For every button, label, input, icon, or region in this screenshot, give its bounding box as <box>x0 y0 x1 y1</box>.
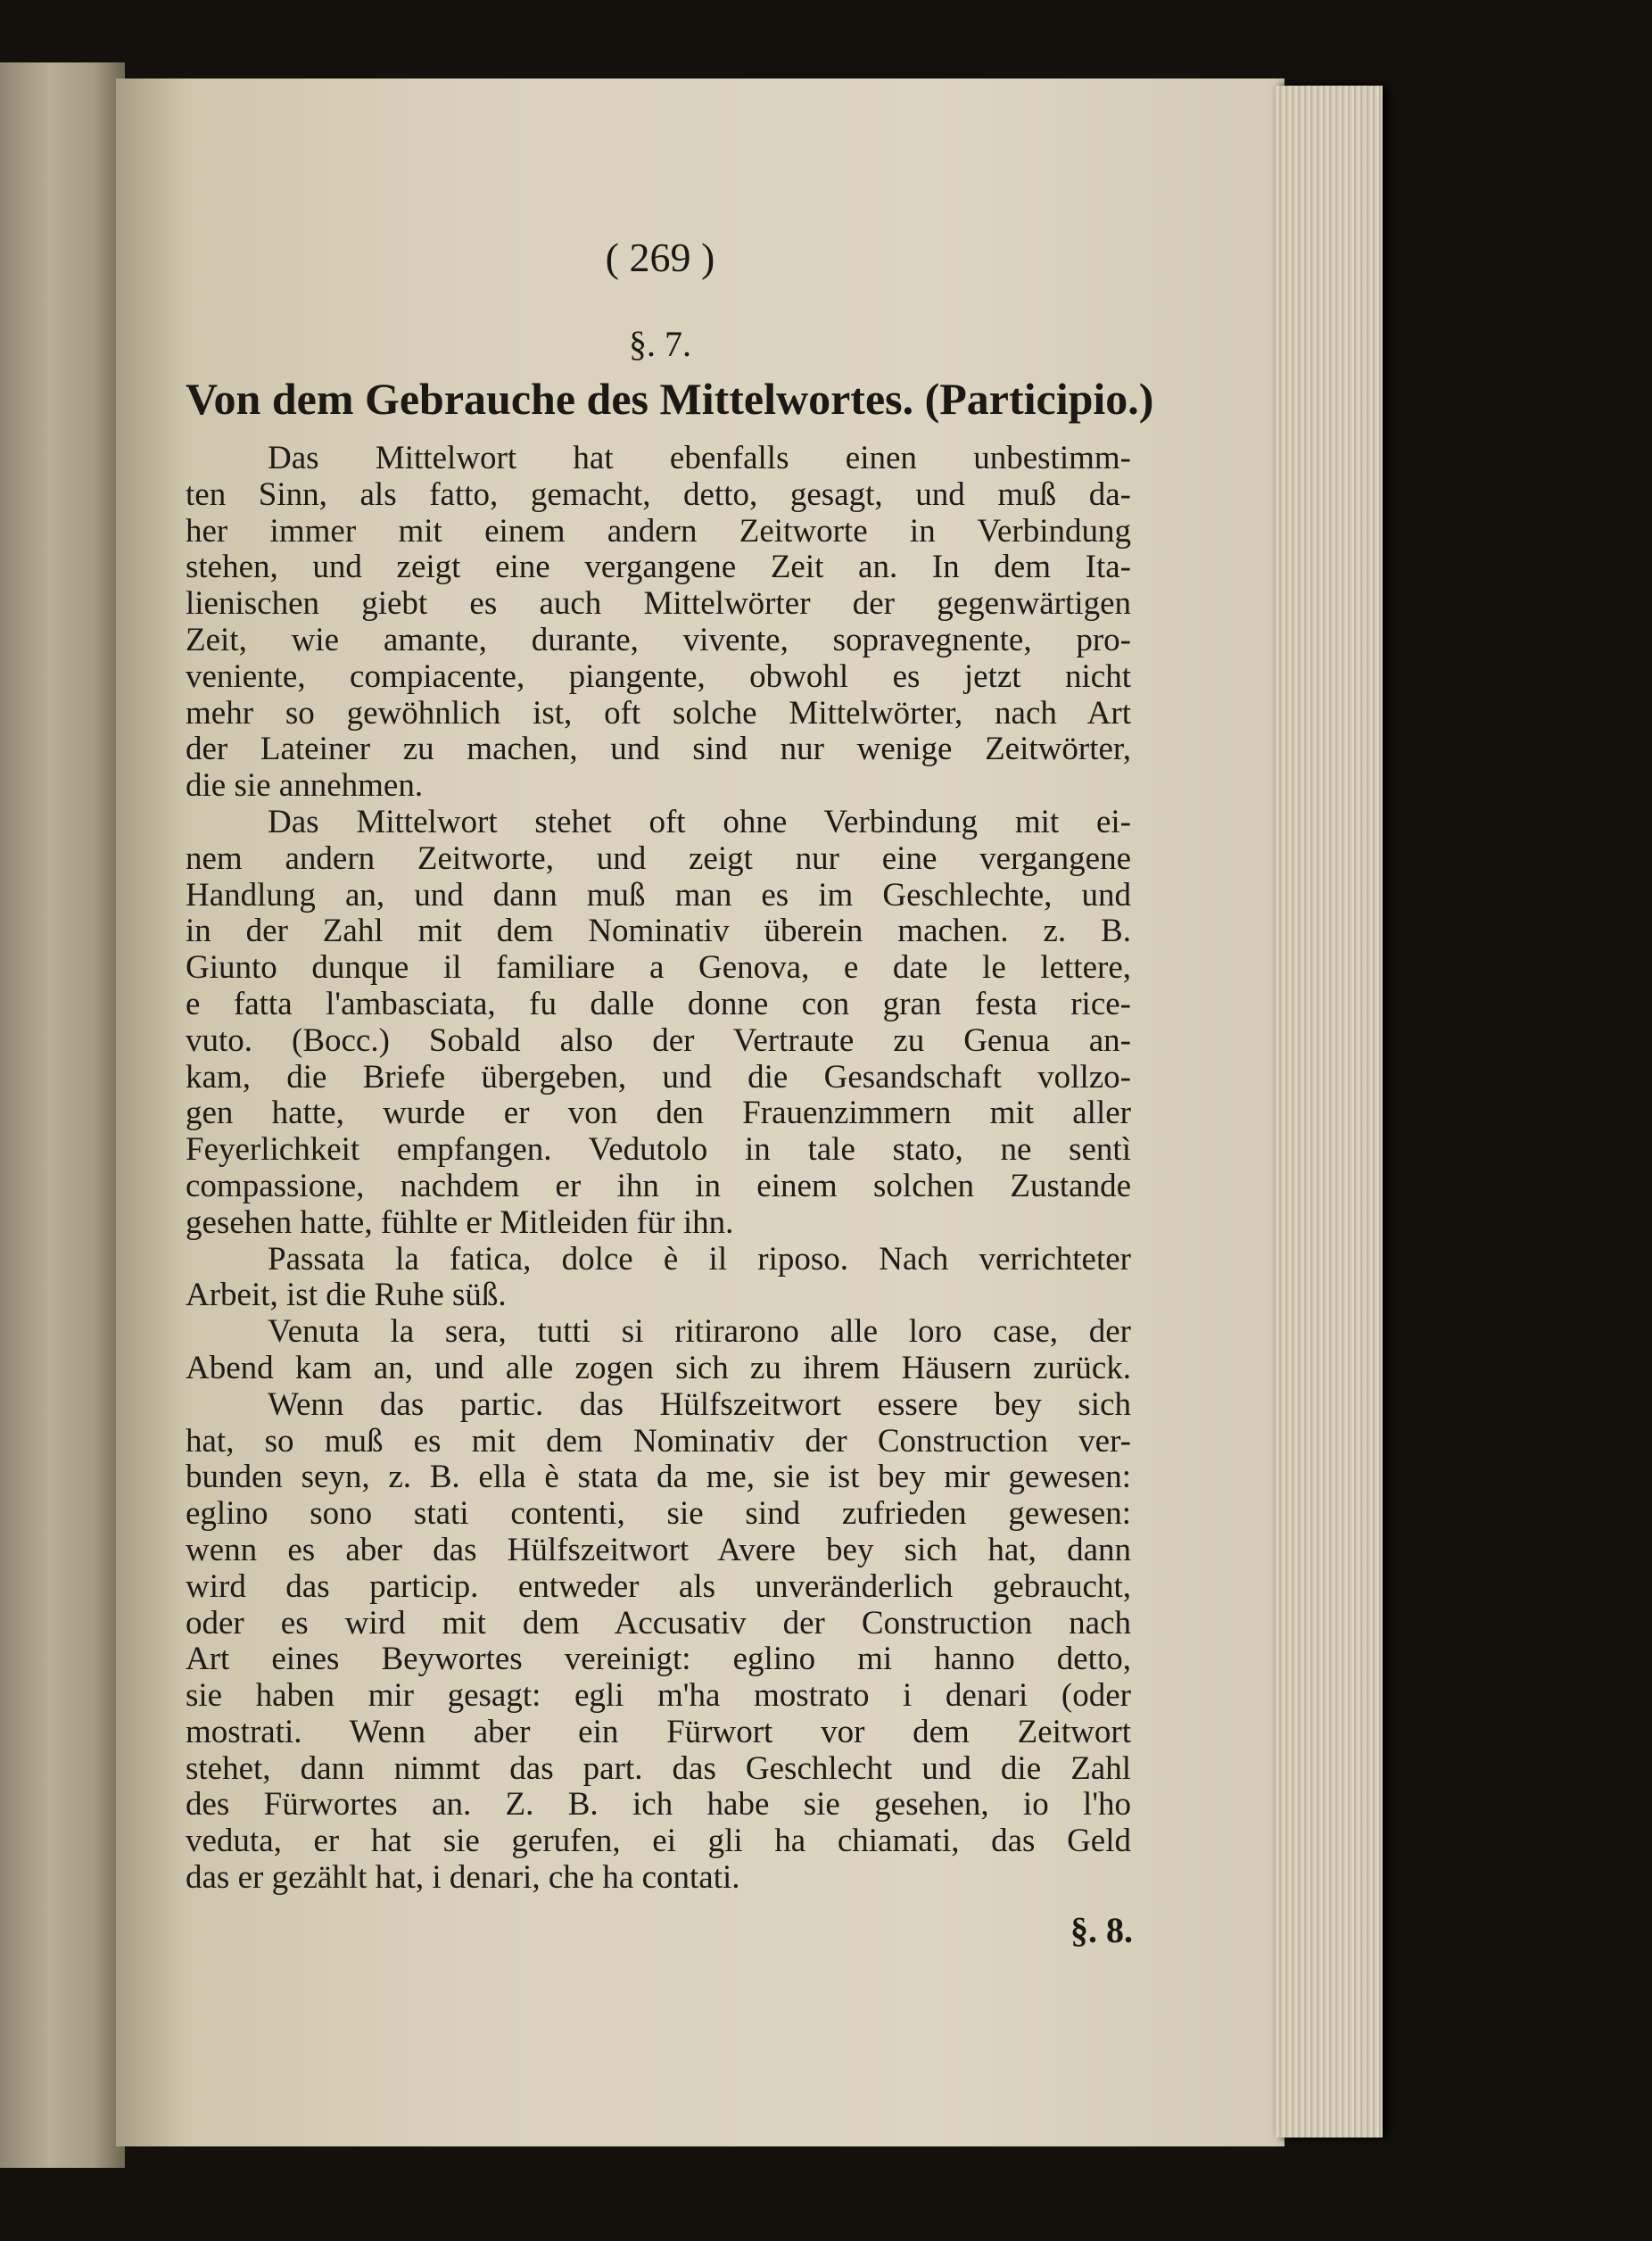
text-line: wenn es aber das Hülfszeitwort Avere bey sich hat, dann <box>186 1532 1131 1568</box>
text-line: lienischen giebt es auch Mittelwörter der gegenwärtigen <box>186 586 1131 623</box>
text-line: in der Zahl mit dem Nominativ überein machen. z. B. <box>186 914 1131 950</box>
text-line: her immer mit einem andern Zeitworte in Verbindung <box>186 513 1131 550</box>
text-line: eglino sono stati contenti, sie sind zufrieden gewesen: <box>186 1496 1131 1533</box>
text-line: mostrati. Wenn aber ein Fürwort vor dem Zeitwort <box>186 1714 1131 1750</box>
text-line: e fatta l'ambasciata, fu dalle donne con gran festa rice- <box>186 986 1131 1022</box>
text-line: das er gezählt hat, i denari, che ha contati. <box>186 1860 740 1897</box>
text-line: Das Mittelwort stehet oft ohne Verbindung mit ei- <box>268 804 1131 840</box>
text-line: stehet, dann nimmt das part. das Geschlecht und die Zahl <box>186 1750 1131 1787</box>
text-line: oder es wird mit dem Accusativ der Construction nach <box>186 1605 1131 1641</box>
text-line: hat, so muß es mit dem Nominativ der Construction ver- <box>186 1423 1131 1460</box>
section-heading: Von dem Gebrauche des Mittelwortes. (Participio.) <box>186 374 1154 424</box>
text-line: Das Mittelwort hat ebenfalls einen unbestimm- <box>268 441 1131 476</box>
text-line: Venuta la sera, tutti si ritirarono alle loro case, der <box>268 1314 1131 1351</box>
text-line: compassione, nachdem er ihn in einem solchen Zustande <box>186 1168 1131 1204</box>
text-line: Passata la fatica, dolce è il riposo. Nach verrichteter <box>268 1241 1131 1278</box>
body-text <box>186 441 1131 1897</box>
text-line: bunden seyn, z. B. ella è stata da me, sie ist bey mir gewesen: <box>186 1460 1131 1496</box>
text-line: veduta, er hat sie gerufen, ei gli ha chiamati, das Geld <box>186 1823 1131 1860</box>
text-line: vuto. (Bocc.) Sobald also der Vertraute zu Genua an- <box>186 1022 1131 1059</box>
page-edges <box>1276 86 1383 2138</box>
text-line: wird das particip. entweder als unveränderlich gebraucht, <box>186 1568 1131 1605</box>
text-line: Art eines Beywortes vereinigt: eglino mi hanno detto, <box>186 1641 1131 1678</box>
page-number: ( 269 ) <box>605 235 715 280</box>
text-line: gen hatte, wurde er von den Frauenzimmern mit aller <box>186 1096 1131 1132</box>
text-line: gesehen hatte, fühlte er Mitleiden für ihn. <box>186 1204 734 1241</box>
section-number: §. 7. <box>629 324 691 364</box>
text-line: Zeit, wie amante, durante, vivente, sopravegnente, pro- <box>186 622 1131 658</box>
text-line: nem andern Zeitworte, und zeigt nur eine vergangene <box>186 840 1131 877</box>
text-line: Handlung an, und dann muß man es im Geschlechte, und <box>186 877 1131 914</box>
text-line: Giunto dunque il familiare a Genova, e date le lettere, <box>186 950 1131 987</box>
text-line: kam, die Briefe übergeben, und die Gesandschaft vollzo- <box>186 1059 1131 1096</box>
text-line: des Fürwortes an. Z. B. ich habe sie gesehen, io l'ho <box>186 1787 1131 1823</box>
text-line: ten Sinn, als fatto, gemacht, detto, gesagt, und muß da- <box>186 476 1131 513</box>
text-line: veniente, compiacente, piangente, obwohl es jetzt nicht <box>186 658 1131 695</box>
text-line: Wenn das partic. das Hülfszeitwort essere bey sich <box>268 1386 1131 1423</box>
catchword: §. 8. <box>1070 1910 1133 1950</box>
text-line: Feyerlichkeit empfangen. Vedutolo in tale stato, ne sentì <box>186 1132 1131 1169</box>
text-line: der Lateiner zu machen, und sind nur wenige Zeitwörter, <box>186 732 1131 768</box>
text-line: Abend kam an, und alle zogen sich zu ihrem Häusern zurück. <box>186 1350 1131 1386</box>
facing-page-edge <box>0 62 125 2168</box>
text-line: Arbeit, ist die Ruhe süß. <box>186 1278 507 1314</box>
text-line: die sie annehmen. <box>186 768 424 805</box>
text-line: sie haben mir gesagt: egli m'ha mostrato i denari (oder <box>186 1678 1131 1715</box>
text-line: stehen, und zeigt eine vergangene Zeit an. In dem Ita- <box>186 550 1131 586</box>
text-line: mehr so gewöhnlich ist, oft solche Mittelwörter, nach Art <box>186 695 1131 732</box>
